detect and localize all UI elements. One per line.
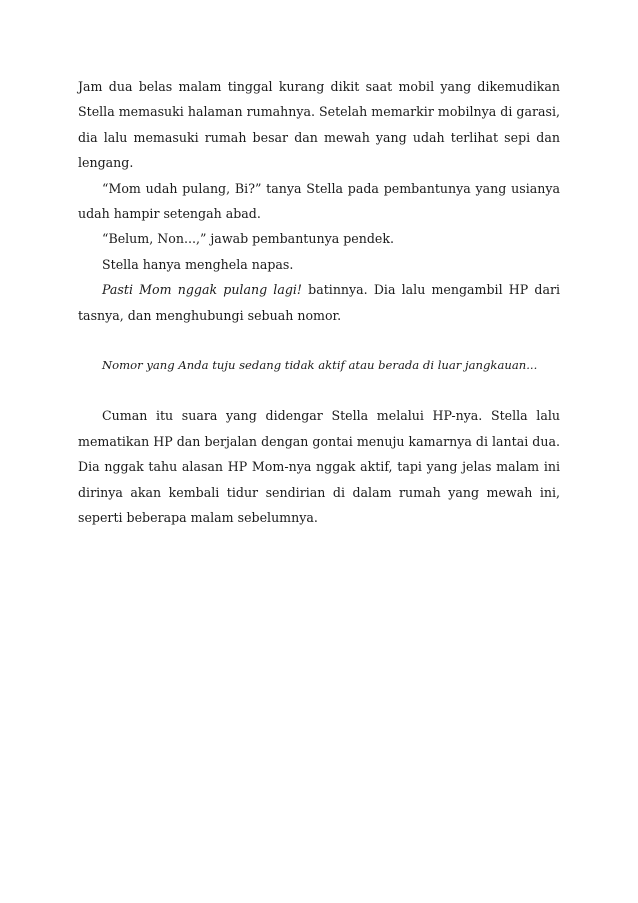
- paragraph-question: “Mom udah pulang, Bi?” tanya Stella pada pembantunya yang usianya udah hampir setengah abad.: [78, 180, 560, 222]
- paragraph-ending: Cuman itu suara yang didengar Stella melalui HP-nya. Stella lalu mematikan HP dan berjalan dengan gontai menuju kamarnya di lantai dua. Dia nggak tahu alasan HP Mom-nya nggak aktif, tapi yang jelas malam ini dirinya akan kembali tidur sendirian di dalam rumah yang mewah ini, seperti beberapa malam sebelumnya.: [78, 408, 560, 526]
- paragraph-arrival: Jam dua belas malam tinggal kurang dikit saat mobil yang dikemudikan Stella memasuki halaman rumahnya. Setelah memarkir mobilnya di garasi, dia lalu memasuki rumah besar dan mewah yang udah terlihat sepi dan lengang.: [78, 79, 560, 171]
- paragraph-thought: [78, 277, 560, 328]
- phone-message: Nomor yang Anda tuju sedang tidak aktif atau berada di luar jangkauan...: [102, 358, 538, 373]
- paragraph-spacer: [78, 328, 560, 353]
- paragraph-answer: “Belum, Non...,” jawab pembantunya pendek.: [102, 231, 394, 247]
- inner-thought-text: Pasti Mom nggak pulang lagi!: [102, 282, 302, 298]
- paragraph-sigh: Stella hanya menghela napas.: [102, 256, 294, 272]
- thought-continuation-text: batinnya. Dia lalu mengambil HP dari tasnya, dan menghubungi sebuah nomor.: [78, 282, 561, 323]
- document-page: [78, 74, 560, 531]
- paragraph-spacer: [78, 378, 560, 403]
